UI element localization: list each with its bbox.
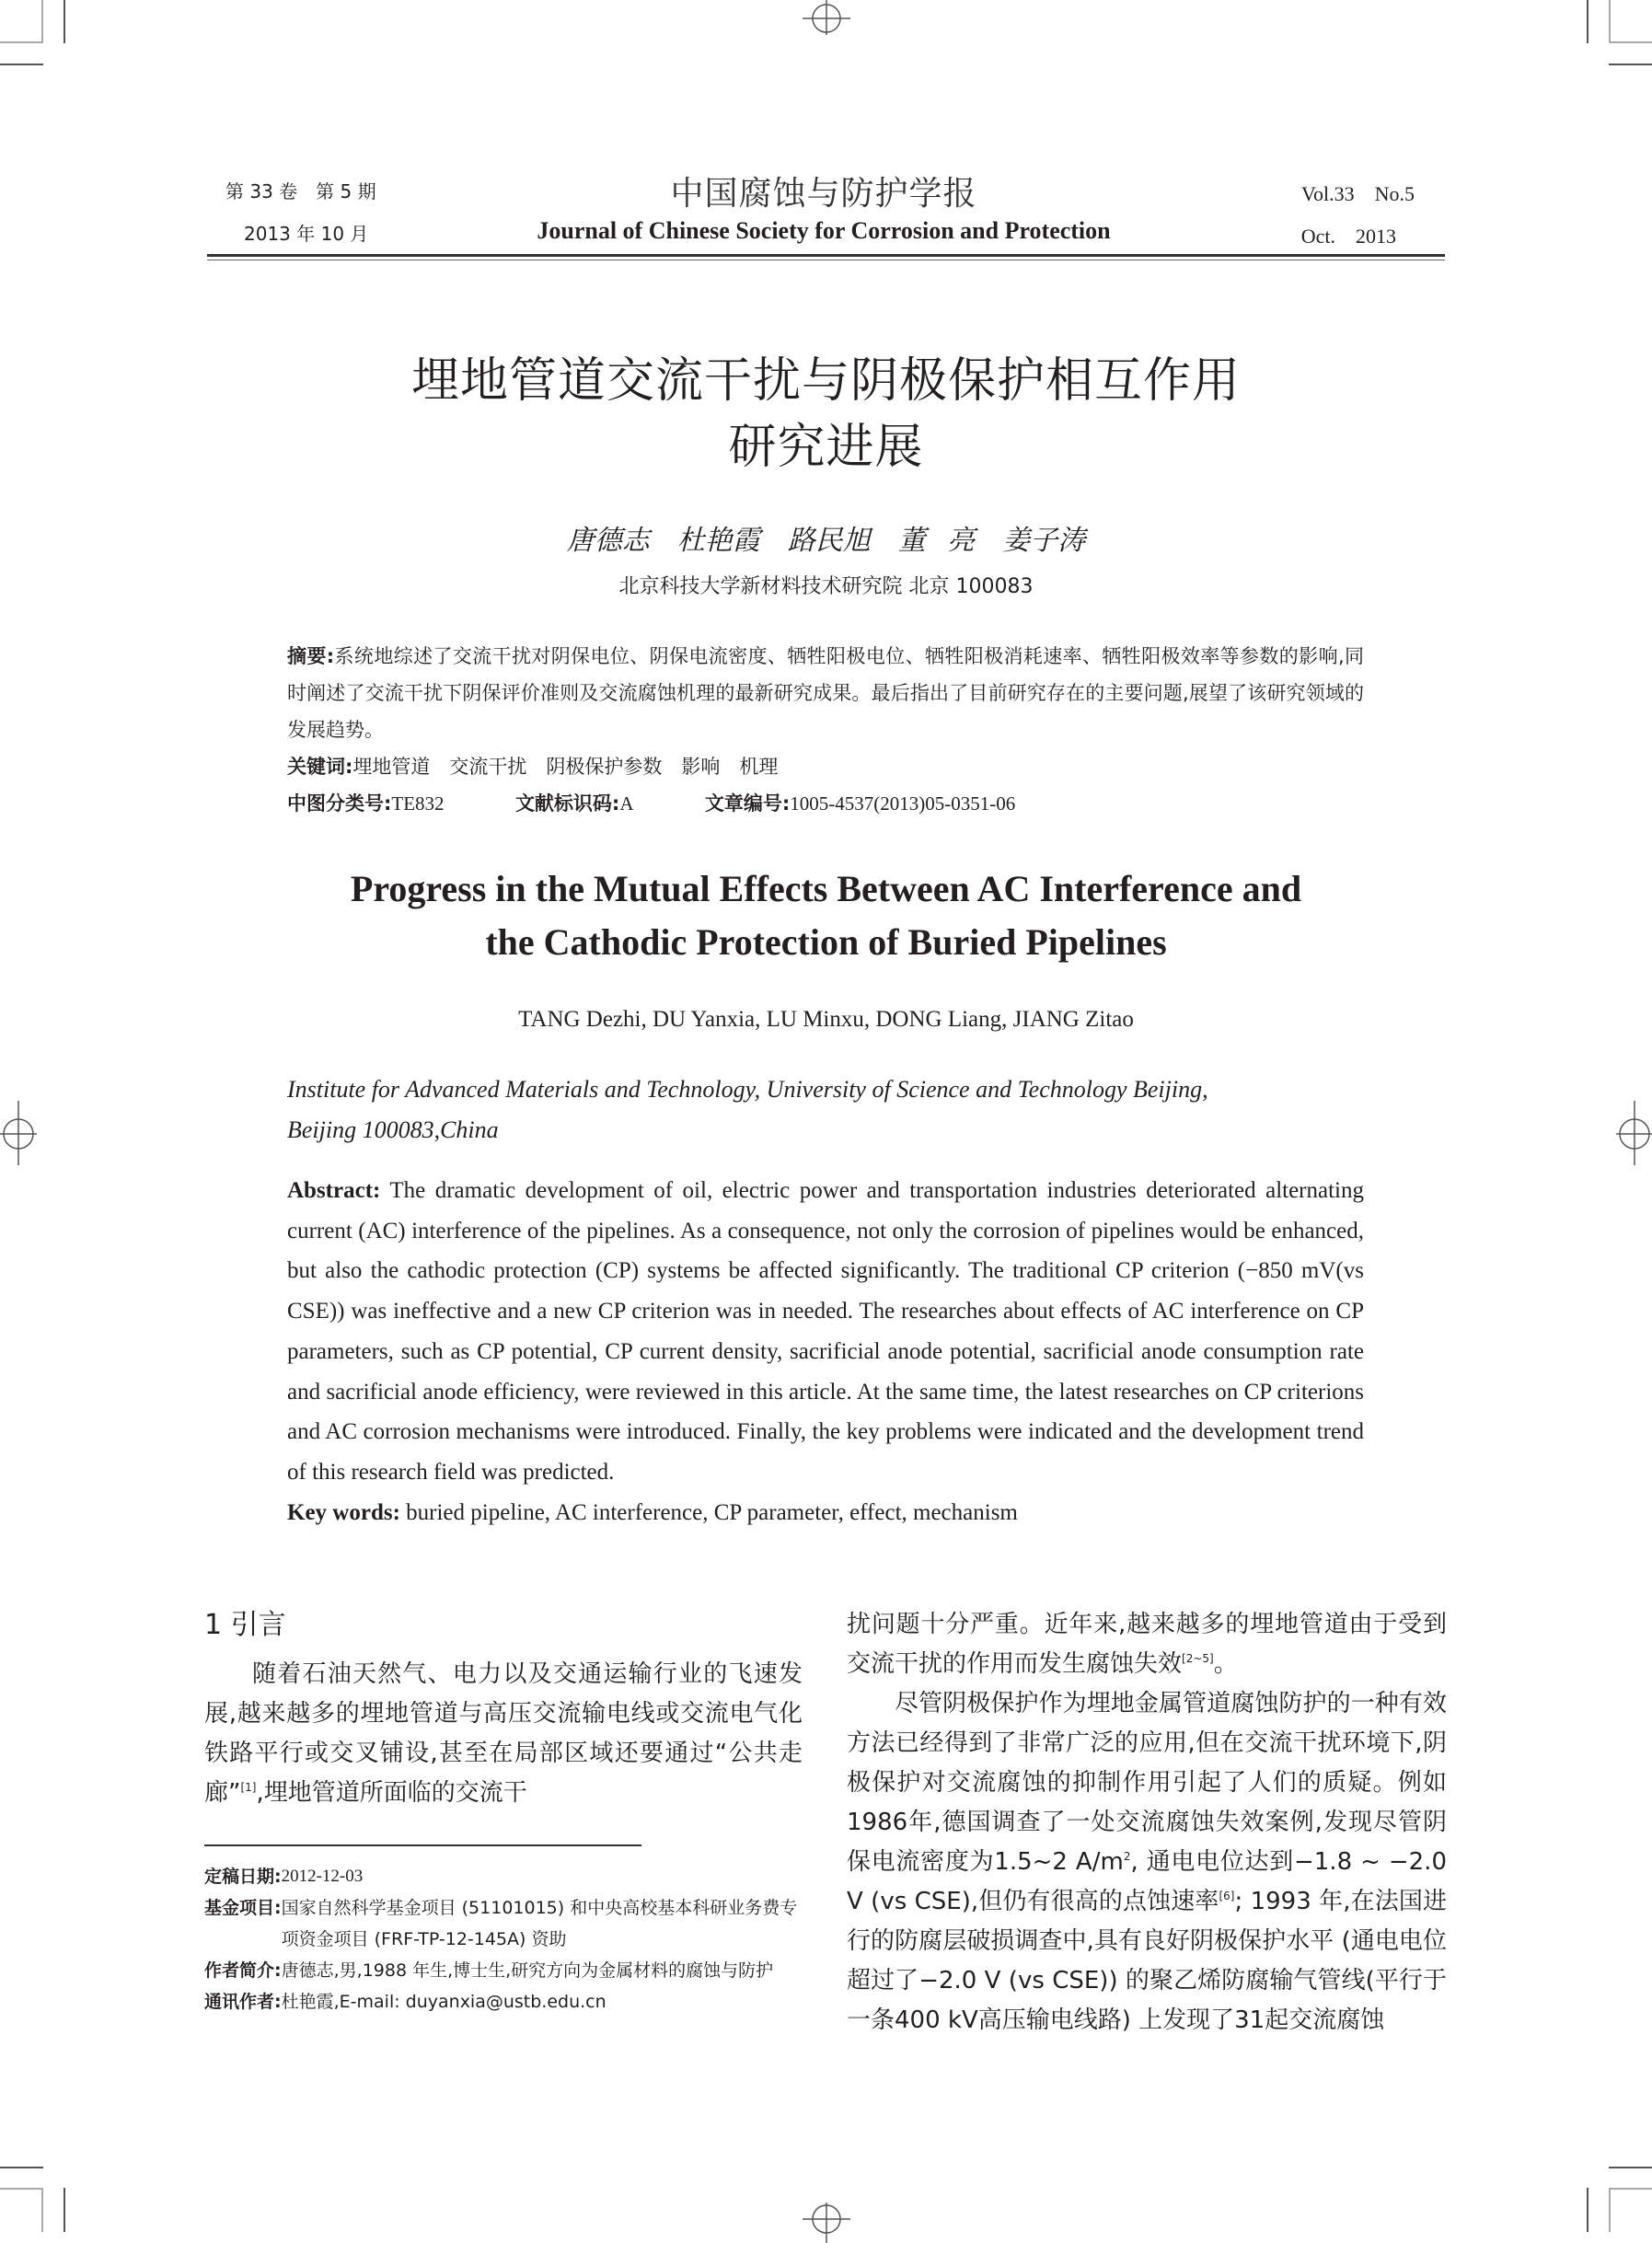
footnote-value: 杜艳霞,E-mail: duyanxia@ustb.edu.cn — [281, 1992, 607, 2012]
footnote-label: 通讯作者: — [204, 1992, 282, 2012]
paragraph-intro-1-cont — [847, 1605, 1447, 1684]
footnote-fund — [204, 1892, 812, 1955]
header-volume-issue-en: Vol.33 No.5 — [1300, 182, 1415, 205]
running-header — [207, 175, 1440, 258]
classification-row — [287, 785, 1364, 822]
registration-mark-top-icon — [803, 0, 850, 42]
abstract-en — [287, 1171, 1364, 1532]
registration-mark-bottom-icon — [803, 2195, 850, 2243]
abstract-en-label: Abstract: — [287, 1178, 381, 1203]
header-date-en: Oct. 2013 — [1300, 225, 1396, 248]
header-date-cn: 2013 年 10 月 — [244, 223, 369, 245]
affiliation-en — [287, 1069, 1373, 1150]
article-no-value: 1005-4537(2013)05-0351-06 — [790, 792, 1016, 815]
affiliation-en-line1: Institute for Advanced Materials and Technology, University of Science and Technology Beijing, — [287, 1076, 1208, 1103]
footnote-value: 国家自然科学基金项目 (51101015) 和中央高校基本科研业务费专项资金项目 (FRF-TP-12-145A) 资助 — [281, 1898, 798, 1949]
header-volume-issue-cn: 第 33 卷 第 5 期 — [225, 180, 376, 202]
footnote-value: 2012-12-03 — [281, 1867, 364, 1886]
keywords-cn — [287, 748, 1364, 785]
paragraph-intro-1 — [204, 1655, 803, 1813]
title-en-line1: Progress in the Mutual Effects Between AC Interference and — [350, 868, 1302, 909]
citation-ref[interactable]: [1] — [240, 1781, 257, 1794]
authors-en: TANG Dezhi, DU Yanxia, LU Minxu, DONG Liang, JIANG Zitao — [518, 1007, 1134, 1032]
keywords-cn-label: 关键词: — [287, 756, 353, 778]
body-column-right — [847, 1605, 1447, 2041]
registration-mark-left-icon — [0, 1092, 42, 1165]
title-cn — [0, 348, 1652, 480]
header-rule — [207, 254, 1445, 257]
section-heading-introduction: 1 引言 — [204, 1609, 286, 1641]
keywords-en — [287, 1493, 1364, 1533]
footnote-author-bio — [204, 1955, 812, 1986]
footnote-value: 唐德志,男,1988 年生,博士生,研究方向为金属材料的腐蚀与防护 — [281, 1960, 774, 1981]
abstract-en-body — [287, 1171, 1364, 1493]
clc-label: 中图分类号: — [287, 792, 392, 815]
abstract-cn-body — [287, 638, 1364, 748]
paragraph-text: 。 — [1213, 1650, 1238, 1678]
doc-code-value: A — [619, 792, 634, 815]
header-journal-en: Journal of Chinese Society for Corrosion and Protection — [537, 217, 1111, 244]
title-en — [0, 862, 1652, 969]
abstract-cn — [287, 638, 1364, 822]
registration-mark-right-icon — [1611, 1092, 1652, 1165]
abstract-cn-label: 摘要: — [287, 645, 335, 667]
clc-value: TE832 — [391, 792, 445, 815]
title-cn-line1: 埋地管道交流干扰与阴极保护相互作用 — [410, 353, 1241, 409]
affiliation-en-line2: Beijing 100083,China — [287, 1116, 499, 1143]
article-no-label: 文章编号: — [704, 792, 791, 815]
footnote-label: 定稿日期: — [204, 1867, 282, 1887]
footnote-corresponding — [204, 1986, 812, 2018]
citation-ref[interactable]: [6] — [1219, 1890, 1235, 1902]
footnotes — [204, 1861, 812, 2018]
footnote-label: 作者简介: — [204, 1960, 282, 1981]
keywords-cn-text: 埋地管道 交流干扰 阴极保护参数 影响 机理 — [352, 756, 779, 778]
citation-ref[interactable]: [2~5] — [1182, 1652, 1214, 1665]
paragraph-text: ; 1993 年,在法国进行的防腐层破损调查中,具有良好阴极保护水平 (通电电位超过了−2.0 V (vs CSE)) 的聚乙烯防腐输气管线(平行于一条400 kV高压输电线路) 上发现了31起交流腐蚀 — [847, 1888, 1447, 2034]
paragraph-text: ,埋地管道所面临的交流干 — [256, 1779, 527, 1807]
paragraph-intro-2 — [847, 1684, 1447, 2041]
header-journal-cn: 中国腐蚀与防护学报 — [670, 175, 977, 213]
authors-cn: 唐德志 杜艳霞 路民旭 董 亮 姜子涛 — [566, 525, 1086, 557]
paragraph-text: , 通电电位达到−1.8 ~ −2.0 V (vs CSE),但仍有很高的点蚀速率 — [847, 1848, 1447, 1915]
body-column-left — [204, 1605, 803, 1813]
paragraph-text: 扰问题十分严重。近年来,越来越多的埋地管道由于受到交流干扰的作用而发生腐蚀失效 — [847, 1611, 1447, 1678]
abstract-en-text: The dramatic development of oil, electric power and transportation industries deteriorated alternating current (AC) interference of the pipelines. As a consequence, not only the corrosion of pipelines would be enhanced, but also the cathodic protection (CP) systems be affected significantly. The traditional CP criterion (−850 mV(vs CSE)) was ineffective and a new CP criterion was in needed. The researches about effects of AC interference on CP parameters, such as CP potential, CP current density, sacrificial anode potential, sacrificial anode consumption rate and sacrificial anode efficiency, were reviewed in this article. At the same time, the latest researches on CP criterions and AC corrosion mechanisms were introduced. Finally, the key problems were indicated and the development trend of this research field was predicted. — [287, 1178, 1364, 1485]
keywords-en-text: buried pipeline, AC interference, CP parameter, effect, mechanism — [399, 1499, 1018, 1525]
abstract-cn-text: 系统地综述了交流干扰对阴保电位、阴保电流密度、牺牲阳极电位、牺牲阳极消耗速率、牺牲阳极效率等参数的影响,同时阐述了交流干扰下阴保评价准则及交流腐蚀机理的最新研究成果。最后指出了目前研究存在的主要问题,展望了该研究领域的发展趋势。 — [287, 645, 1365, 741]
paragraph-text: 随着石油天然气、电力以及交通运输行业的飞速发展,越来越多的埋地管道与高压交流输电线或交流电气化铁路平行或交叉铺设,甚至在局部区域还要通过“公共走廊” — [204, 1660, 803, 1807]
affiliation-cn: 北京科技大学新材料技术研究院 北京 100083 — [618, 575, 1034, 598]
title-en-line2: the Cathodic Protection of Buried Pipelines — [485, 921, 1167, 963]
unit-superscript: 2 — [1123, 1850, 1131, 1863]
footnote-label: 基金项目: — [204, 1898, 282, 1918]
title-cn-line2: 研究进展 — [728, 420, 924, 475]
doc-code-label: 文献标识码: — [514, 792, 620, 815]
footnote-divider — [204, 1844, 641, 1846]
footnote-received — [204, 1861, 812, 1892]
paragraph-text: 尽管阴极保护作为埋地金属管道腐蚀防护的一种有效方法已经得到了非常广泛的应用,但在交流干扰环境下,阴极保护对交流腐蚀的抑制作用引起了人们的质疑。例如1986年,德国调查了一处交流腐蚀失效案例,发现尽管阴保电流密度为1.5~2 A/m — [847, 1690, 1447, 1876]
keywords-en-label: Key words: — [287, 1499, 400, 1525]
